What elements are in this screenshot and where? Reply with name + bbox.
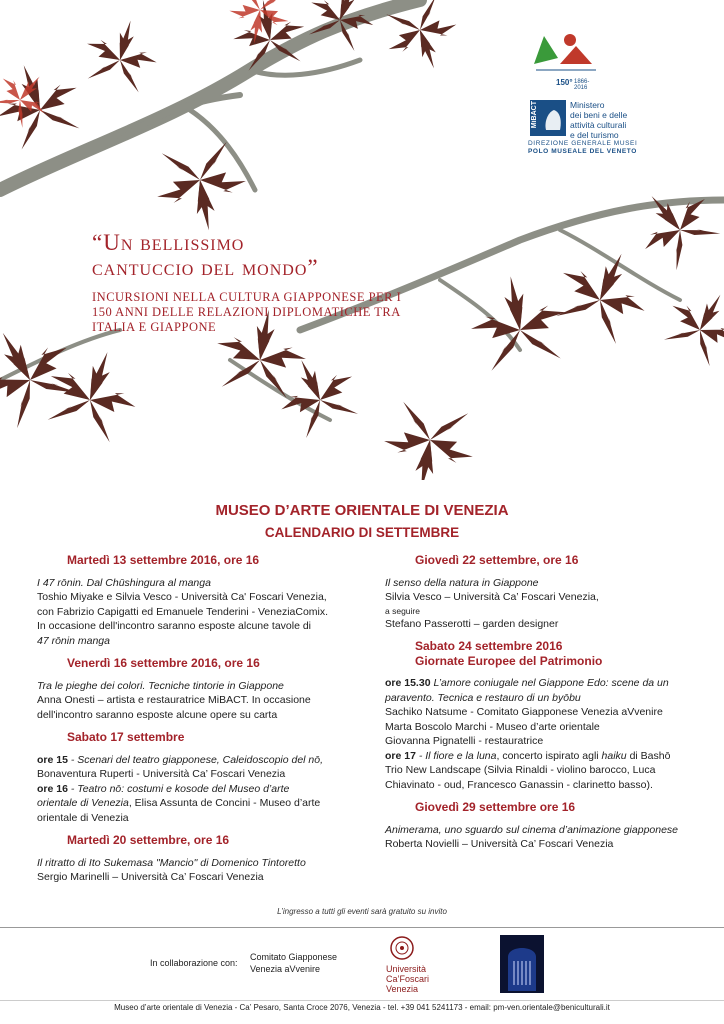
event-line: Roberta Novielli – Università Ca’ Foscari Venezia: [385, 838, 614, 850]
poster-title-line-2: cantuccio del mondo”: [92, 255, 319, 280]
event-line: [37, 796, 357, 811]
mibact-logo: [530, 100, 566, 136]
event-date: Giovedì 22 settembre, ore 16: [415, 553, 579, 567]
event-date: Sabato 17 settembre: [67, 730, 185, 744]
event-title: - Scenari del teatro giapponese, Caleidoscopio del nō,: [67, 753, 324, 766]
event-title: Il ritratto di Ito Sukemasa "Mancio" di Domenico Tintoretto: [37, 856, 306, 869]
event-date: Martedì 13 settembre 2016, ore 16: [67, 553, 260, 567]
event-line: Silvia Vesco – Università Ca’ Foscari Venezia,: [385, 591, 599, 603]
event-text: , concerto ispirato agli: [496, 749, 602, 762]
event-line: [385, 676, 705, 691]
event-speaker: , Elisa Assunta de Concini - Museo d’arte: [128, 797, 321, 809]
event-20-sept: [37, 833, 357, 885]
comitato-name: [250, 951, 337, 975]
poster-title-line-1: “Un bellissimo: [92, 230, 245, 255]
event-13-sept: [37, 553, 357, 648]
event-line: Trio New Landscape (Silvia Rinaldi - violino barocco, Luca: [385, 764, 656, 776]
event-line: Anna Onesti – artista e restauratrice MiBACT. In occasione: [37, 694, 311, 706]
event-line: [37, 753, 357, 768]
event-17-sept: [37, 730, 357, 825]
comitato-line-2: Venezia aVvenire: [250, 964, 321, 974]
event-line: Toshio Miyake e Silvia Vesco - Università Ca' Foscari Venezia,: [37, 591, 327, 603]
event-line: Sachiko Natsume - Comitato Giapponese Venezia aVvenire: [385, 706, 663, 718]
address-divider: [0, 1000, 724, 1001]
event-16-sept: [37, 656, 357, 722]
event-line: a seguire: [385, 605, 420, 616]
event-line: dell'incontro saranno esposte alcune opere su carta: [37, 708, 278, 721]
anniversary-years: 1866-2016: [574, 79, 590, 91]
event-title-cont: orientale di Venezia: [37, 797, 129, 809]
event-line: orientale di Venezia: [37, 811, 129, 824]
event-line: In occasione dell'incontro saranno esposte alcune tavole di: [37, 620, 312, 632]
event-date: Martedì 20 settembre, ore 16: [67, 833, 230, 847]
museum-name: MUSEO D’ARTE ORIENTALE DI VENEZIA: [215, 502, 509, 519]
unive-line-2: Ca’Foscari: [386, 974, 430, 984]
event-line: Marta Boscolo Marchi - Museo d’arte orientale: [385, 720, 600, 733]
mibact-line-4: e del turismo: [570, 130, 619, 140]
mibact-direzione: [528, 140, 637, 156]
comitato-line-1: Comitato Giapponese: [250, 952, 338, 962]
mibact-line-3: attività culturali: [570, 120, 627, 130]
event-line: Stefano Passerotti – garden designer: [385, 617, 559, 630]
event-time: ore 16: [37, 782, 68, 795]
unive-line-3: Venezia: [386, 984, 419, 994]
event-title: Tra le pieghe dei colori. Tecniche tintorie in Giappone: [37, 679, 284, 692]
event-22-sept: [385, 553, 705, 631]
event-line: Chiavinato - oud, Francesco Ganassin - clarinetto basso).: [385, 778, 653, 791]
mibact-line-2: dei beni e delle: [570, 110, 628, 120]
event-text-italic: haiku: [601, 749, 627, 762]
poster-title: [92, 230, 319, 280]
comitato-venezia-logo-icon: [500, 935, 544, 993]
event-line: Bonaventura Ruperti - Università Ca’ Foscari Venezia: [37, 768, 286, 780]
free-entry-note: L’ingresso a tutti gli eventi sarà gratuito su invito: [277, 907, 447, 916]
event-29-sept: [385, 800, 705, 852]
mibact-emblem-icon: [542, 106, 564, 132]
events-right-column: [385, 553, 705, 860]
museum-address: Museo d’arte orientale di Venezia - Ca’ Pesaro, Santa Croce 2076, Venezia - tel. +39 041 5241173 - email: pm-ven.orientale@beniculturali.it: [114, 1003, 610, 1012]
event-title: - Teatro nō: costumi e kosode del Museo d’arte: [67, 782, 290, 795]
event-date: Giovedì 29 settembre ore 16: [415, 800, 576, 814]
direzione-line: DIREZIONE GENERALE MUSEI: [528, 140, 638, 147]
event-text: di Bashō: [626, 749, 671, 762]
event-subtitle: Giornate Europee del Patrimonio: [415, 653, 603, 668]
event-date: Sabato 24 settembre 2016: [415, 639, 563, 653]
anniversary-number: 150°: [556, 78, 573, 87]
poster-subtitle: INCURSIONI NELLA CULTURA GIAPPONESE PER I 150 ANNI DELLE RELAZIONI DIPLOMATICHE TRA ITALIA E GIAPPONE: [92, 290, 402, 334]
mibact-abbr: MiBACT: [531, 101, 538, 129]
calendar-heading: CALENDARIO DI SETTEMBRE: [264, 525, 460, 540]
event-line: [37, 782, 357, 797]
event-date: Venerdì 16 settembre 2016, ore 16: [67, 656, 260, 670]
unive-line-1: Università: [386, 964, 427, 974]
events-left-column: [37, 553, 357, 893]
ca-foscari-name: [386, 964, 429, 994]
polo-line: POLO MUSEALE DEL VENETO: [528, 148, 637, 155]
event-time: ore 17: [385, 749, 416, 762]
event-line: con Fabrizio Capigatti ed Emanuele Tenderini - VeneziaComix.: [37, 605, 329, 618]
event-line: paravento. Tecnica e restauro di un byōbu: [385, 691, 581, 704]
collaboration-label: In collaborazione con:: [150, 958, 238, 968]
event-line: 47 rōnin manga: [37, 634, 110, 647]
event-title: - Il fiore e la luna: [415, 749, 497, 762]
event-title: Il senso della natura in Giappone: [385, 576, 539, 589]
mibact-name: [570, 100, 627, 140]
event-line: Sergio Marinelli – Università Ca’ Foscari Venezia: [37, 871, 264, 883]
event-title: Animerama, uno sguardo sul cinema d’animazione giapponese: [385, 823, 679, 836]
event-line: [385, 749, 705, 764]
mibact-line-1: Ministero: [570, 100, 605, 110]
event-24-sept: [385, 639, 705, 792]
event-time: ore 15: [37, 753, 68, 766]
event-time: ore 15.30: [385, 677, 431, 689]
anniversary-logo: [530, 28, 602, 91]
footer-divider: [0, 927, 724, 928]
ca-foscari-seal-icon: [390, 936, 414, 960]
event-title: L’amore coniugale nel Giappone Edo: scene da un: [430, 677, 669, 689]
event-title: I 47 rōnin. Dal Chūshingura al manga: [37, 576, 211, 589]
event-line: Giovanna Pignatelli - restauratrice: [385, 735, 544, 747]
